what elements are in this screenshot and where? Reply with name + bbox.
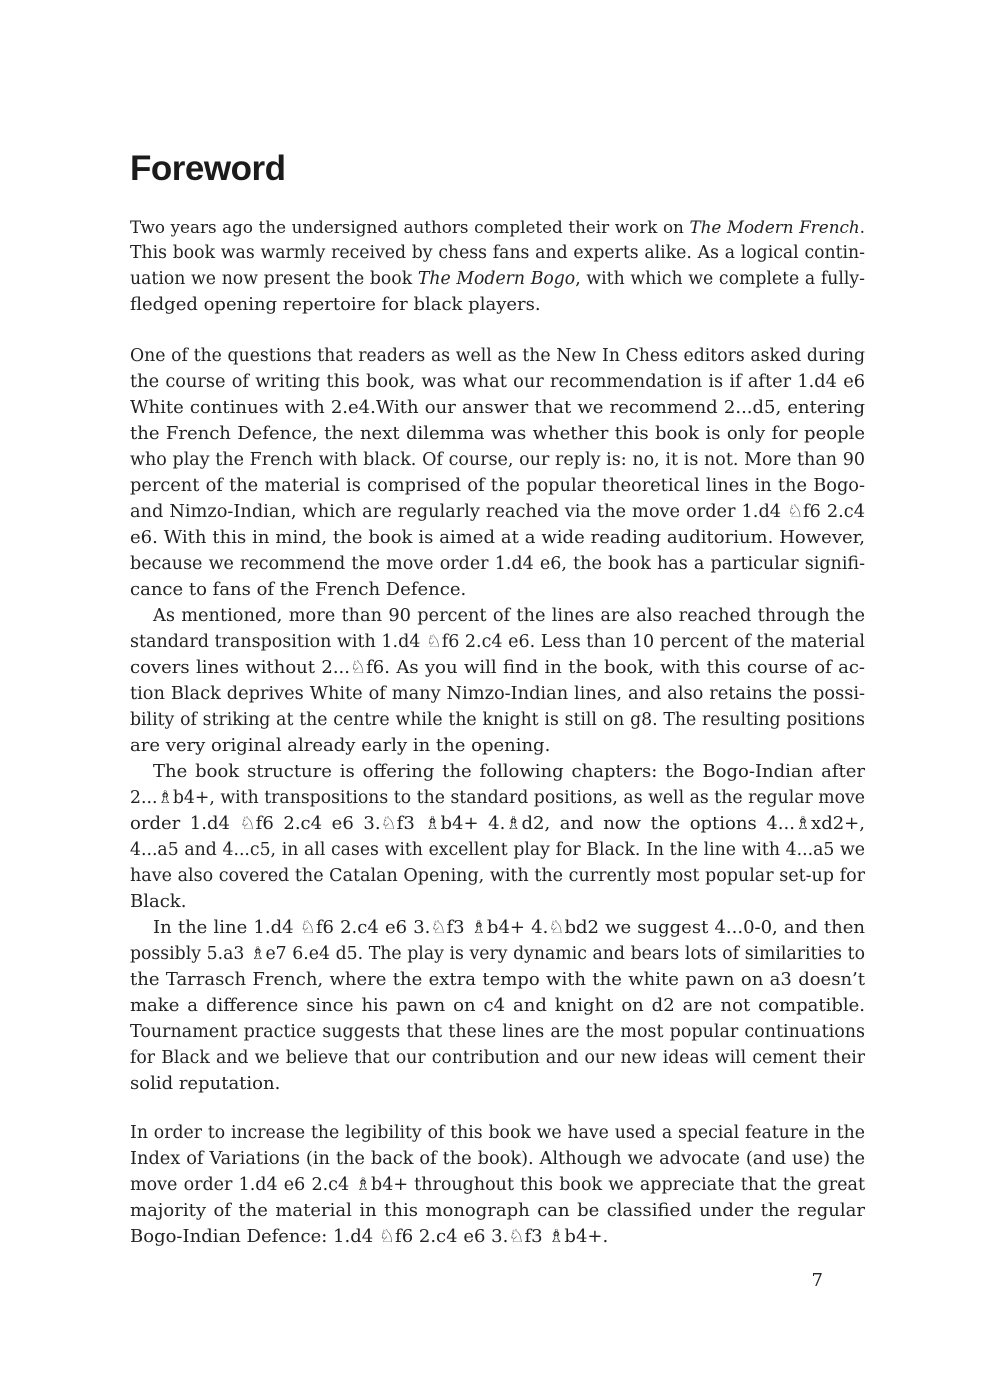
text-line: move order 1.d4 e6 2.c4 ♗b4+ throughout this book we appreciate that the great [130,1175,865,1195]
paragraph-intro [130,214,865,318]
text-line: make a difference since his pawn on c4 and knight on d2 are not compatible. [130,995,865,1016]
paragraph-questions [130,343,865,1097]
paragraph-index-note [130,1120,865,1250]
text-line: who play the French with black. Of course, our reply is: no, it is not. More than 90 [130,450,865,470]
text-line: possibly 5.a3 ♗e7 6.e4 d5. The play is very dynamic and bears lots of similarities to [130,944,865,964]
text-line: fledged opening repertoire for black players. [130,294,541,315]
text-line: the French Defence, the next dilemma was whether this book is only for people [130,423,865,444]
text-run: Two years ago the undersigned authors completed their work on [130,217,690,237]
text-line: majority of the material in this monograph can be classified under the regular [130,1200,865,1221]
text-run: . [859,217,865,237]
book-title-modern-french: The Modern French [689,217,860,237]
text-line: have also covered the Catalan Opening, with the currently most popular set-up for [130,866,865,886]
text-run: , with which we complete a fully- [575,269,865,289]
text-line: order 1.d4 ♘f6 2.c4 e6 3.♘f3 ♗b4+ 4.♗d2, and now the options 4...♗xd2+, [130,813,865,834]
text-line: One of the questions that readers as well as the New In Chess editors asked during [130,346,865,366]
book-title-modern-bogo: The Modern Bogo [417,269,576,289]
text-line: The book structure is offering the following chapters: the Bogo-Indian after [153,761,865,782]
text-line: standard transposition with 1.d4 ♘f6 2.c4 e6. Less than 10 percent of the material [130,632,865,652]
text-line [130,214,865,240]
text-line: Bogo-Indian Defence: 1.d4 ♘f6 2.c4 e6 3.♘f3 ♗b4+. [130,1226,609,1247]
text-line: As mentioned, more than 90 percent of the lines are also reached through the [153,606,865,626]
text-line: This book was warmly received by chess fans and experts alike. As a logical contin- [130,243,865,263]
text-line: 2...♗b4+, with transpositions to the standard positions, as well as the regular move [130,788,865,808]
text-line: Index of Variations (in the back of the book). Although we advocate (and use) the [130,1149,865,1169]
text-line: tion Black deprives White of many Nimzo-Indian lines, and also retains the possi- [130,684,865,704]
text-line: the course of writing this book, was what our recommendation is if after 1.d4 e6 [130,372,865,392]
text-line: covers lines without 2...♘f6. As you will find in the book, with this course of ac- [130,657,865,678]
text-line: the Tarrasch French, where the extra tempo with the white pawn on a3 doesn’t [130,969,865,990]
text-line: because we recommend the move order 1.d4 e6, the book has a particular signifi- [130,554,865,574]
text-line: Black. [130,891,187,912]
text-line: percent of the material is comprised of the popular theoretical lines in the Bogo- [130,476,865,496]
text-line: cance to fans of the French Defence. [130,579,467,600]
text-run: uation we now present the book [130,269,418,289]
text-line: bility of striking at the centre while the knight is still on g8. The resulting positions [130,710,865,730]
text-line: for Black and we believe that our contribution and our new ideas will cement their [130,1048,865,1068]
text-line [130,266,865,292]
page-number: 7 [811,1270,823,1291]
page-title: Foreword [130,149,286,188]
text-line: e6. With this in mind, the book is aimed at a wide reading auditorium. However, [130,527,865,548]
text-line: are very original already early in the opening. [130,735,551,756]
text-line: White continues with 2.e4.With our answer that we recommend 2...d5, entering [130,397,865,418]
text-line: 4...a5 and 4...c5, in all cases with excellent play for Black. In the line with 4...a5 we [130,840,865,860]
text-line: solid reputation. [130,1073,281,1094]
text-line: In the line 1.d4 ♘f6 2.c4 e6 3.♘f3 ♗b4+ 4.♘bd2 we suggest 4...0-0, and then [153,917,865,938]
text-line: and Nimzo-Indian, which are regularly reached via the move order 1.d4 ♘f6 2.c4 [130,502,865,522]
text-line: Tournament practice suggests that these lines are the most popular continuations [130,1022,865,1042]
text-line: In order to increase the legibility of this book we have used a special feature in the [130,1123,865,1143]
